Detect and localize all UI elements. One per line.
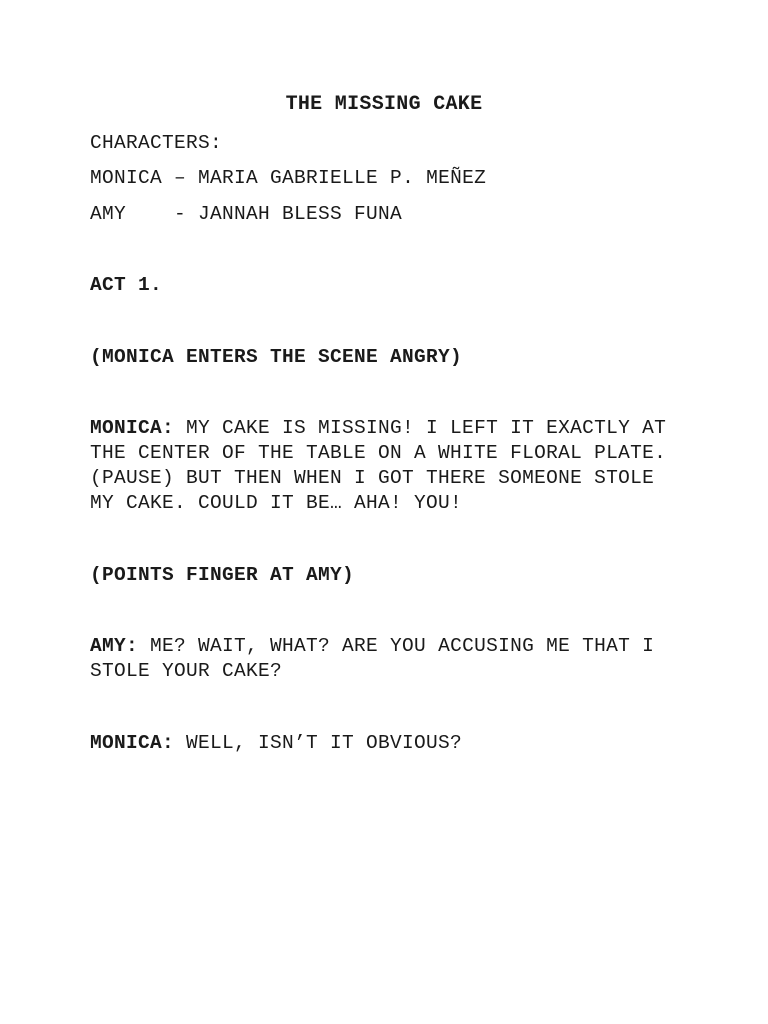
cast-actor: JANNAH BLESS FUNA [198, 203, 403, 225]
cast-separator: - [126, 203, 199, 225]
speaker-name: MONICA: [90, 732, 175, 754]
dialogue-block [90, 634, 690, 684]
cast-actor: MARIA GABRIELLE P. MEÑEZ [198, 167, 487, 189]
dialogue-line: WELL, ISN’T IT OBVIOUS? [174, 732, 463, 754]
cast-role: AMY [90, 203, 127, 225]
cast-separator: – [162, 167, 199, 189]
characters-header: CHARACTERS: [90, 132, 223, 154]
dialogue-line: MY CAKE IS MISSING! I LEFT IT EXACTLY AT THE CENTER OF THE TABLE ON A WHITE FLORAL PLATE. (PAUSE) BUT THEN WHEN I GOT THERE SOMEONE STOLE MY CAKE. COULD IT BE… AHA! YOU! [90, 417, 667, 514]
act-heading: ACT 1. [90, 274, 163, 296]
cast-entry-amy [90, 201, 402, 227]
document-title: THE MISSING CAKE [285, 93, 483, 116]
dialogue-block [90, 731, 690, 756]
speaker-name: MONICA: [90, 417, 175, 439]
stage-direction: (POINTS FINGER AT AMY) [90, 564, 355, 586]
cast-role: MONICA [90, 167, 163, 189]
cast-entry-monica [90, 165, 486, 191]
speaker-name: AMY: [90, 635, 139, 657]
stage-direction: (MONICA ENTERS THE SCENE ANGRY) [90, 346, 463, 368]
dialogue-block [90, 416, 690, 516]
dialogue-line: ME? WAIT, WHAT? ARE YOU ACCUSING ME THAT I STOLE YOUR CAKE? [90, 635, 655, 682]
